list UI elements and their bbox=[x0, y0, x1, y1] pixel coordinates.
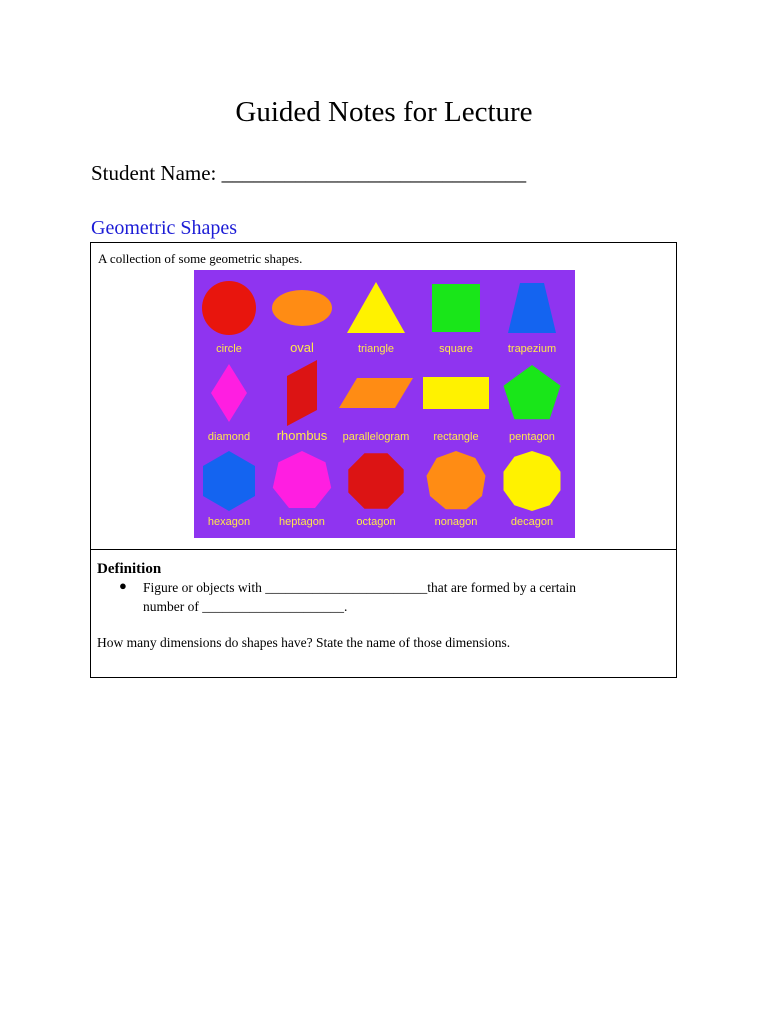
bullet-icon: ● bbox=[119, 578, 127, 593]
geometric-shapes-image bbox=[194, 270, 575, 538]
square-shape bbox=[432, 284, 480, 332]
shape-item bbox=[348, 453, 403, 528]
oval-shape bbox=[272, 290, 332, 326]
shape-label: rhombus bbox=[276, 428, 328, 443]
definition-box bbox=[90, 549, 677, 678]
shape-label: diamond bbox=[207, 431, 251, 443]
shape-label: hexagon bbox=[207, 516, 251, 528]
shape-label: triangle bbox=[357, 343, 395, 355]
shapes-image-box bbox=[90, 242, 677, 550]
shape-label: trapezium bbox=[507, 343, 557, 355]
circle-shape bbox=[202, 281, 256, 335]
shape-label: circle bbox=[216, 343, 242, 355]
shape-label: rectangle bbox=[433, 431, 479, 443]
shape-label: octagon bbox=[356, 516, 396, 528]
definition-heading: Definition bbox=[97, 561, 162, 577]
shape-label: heptagon bbox=[279, 516, 325, 528]
image-caption: A collection of some geometric shapes. bbox=[98, 251, 303, 266]
student-name-field: Student Name: _____________________________ bbox=[91, 161, 527, 185]
shape-label: decagon bbox=[510, 516, 554, 528]
page-title: Guided Notes for Lecture bbox=[235, 96, 533, 128]
shape-item bbox=[273, 451, 331, 528]
shape-label: parallelogram bbox=[342, 431, 410, 443]
rectangle-shape bbox=[423, 377, 489, 409]
shape-item bbox=[504, 451, 561, 528]
shape-label: square bbox=[439, 343, 473, 355]
decagon-shape bbox=[504, 451, 561, 511]
section-heading: Geometric Shapes bbox=[91, 217, 238, 239]
shape-label: pentagon bbox=[509, 431, 555, 443]
shape-item bbox=[427, 451, 486, 528]
octagon-shape bbox=[348, 453, 403, 508]
shape-label: oval bbox=[290, 340, 314, 355]
definition-bullet-line: Figure or objects with ________________________that are formed by a certain bbox=[143, 580, 577, 595]
shape-item bbox=[203, 451, 255, 528]
definition-bullet-text bbox=[143, 578, 643, 616]
dimensions-question: How many dimensions do shapes have? State the name of those dimensions. bbox=[97, 635, 511, 650]
shape-label: nonagon bbox=[434, 516, 478, 528]
definition-bullet-line: number of _____________________. bbox=[143, 599, 348, 614]
shape-item bbox=[432, 284, 480, 355]
